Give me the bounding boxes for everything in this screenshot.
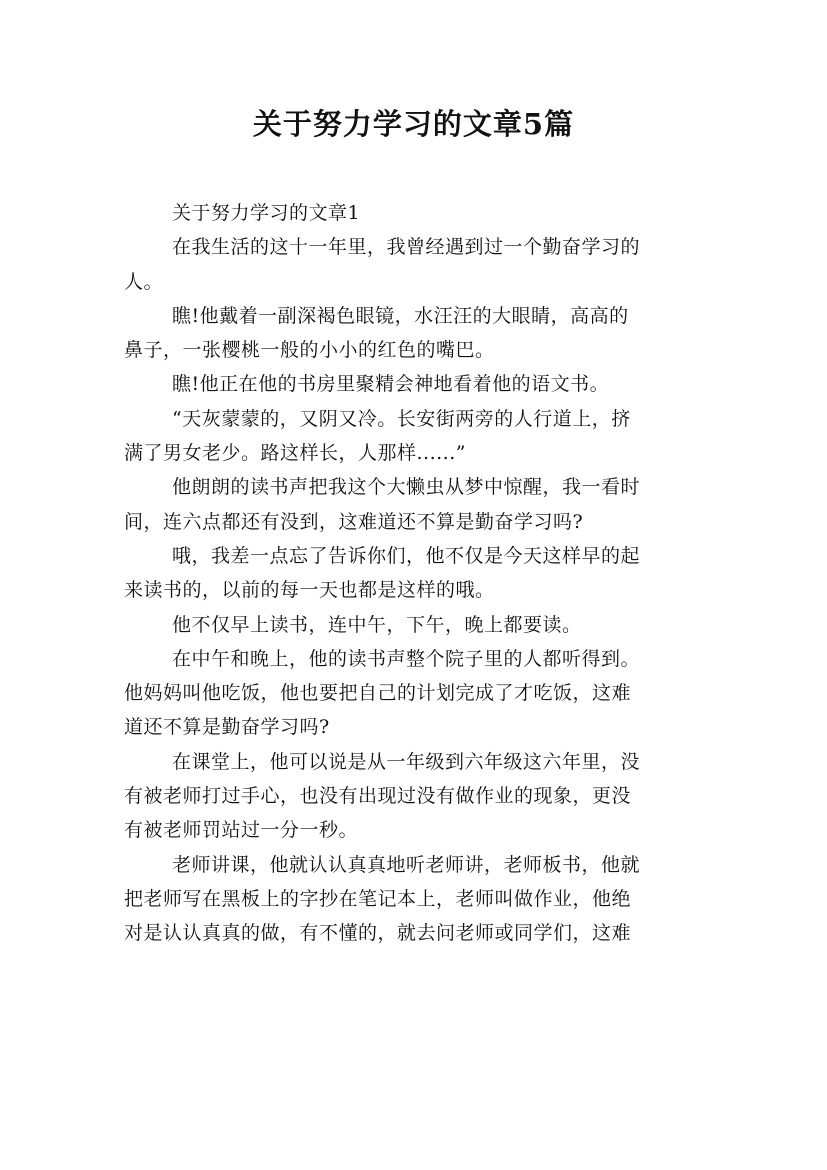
paragraph-line: 间，连六点都还有没到，这难道还不算是勤奋学习吗? xyxy=(124,510,584,533)
paragraph-line: 有被老师打过手心，也没有出现过没有做作业的现象，更没 xyxy=(124,785,632,808)
paragraph-line: 对是认认真真的做，有不懂的，就去问老师或同学们，这难 xyxy=(124,922,632,945)
paragraph-line: 老师讲课，他就认认真真地听老师讲，老师板书，他就 xyxy=(172,853,641,876)
paragraph-line: 鼻子，一张樱桃一般的小小的红色的嘴巴。 xyxy=(124,339,495,362)
document-title: 关于努力学习的文章5篇 xyxy=(252,107,575,141)
paragraph-line: 哦，我差一点忘了告诉你们，他不仅是今天这样早的起 xyxy=(172,544,641,567)
paragraph-line: 来读书的，以前的每一天也都是这样的哦。 xyxy=(124,579,495,602)
paragraph-line: 道还不算是勤奋学习吗? xyxy=(124,716,330,739)
paragraph-line: 在我生活的这十一年里，我曾经遇到过一个勤奋学习的 xyxy=(172,236,641,259)
paragraph-line: 人。 xyxy=(124,270,164,293)
paragraph-line: “天灰蒙蒙的，又阴又冷。长安街两旁的人行道上，挤 xyxy=(172,407,631,430)
paragraph-line: 他妈妈叫他吃饭，他也要把自己的计划完成了才吃饭，这难 xyxy=(124,682,632,705)
paragraph-line: 他不仅早上读书，连中午，下午，晚上都要读。 xyxy=(172,613,582,636)
paragraph-line: 把老师写在黑板上的字抄在笔记本上，老师叫做作业，他绝 xyxy=(124,887,632,910)
article-body xyxy=(124,196,714,951)
paragraph-line: 有被老师罚站过一分一秒。 xyxy=(124,819,359,842)
paragraph-line: 瞧!他戴着一副深褐色眼镜，水汪汪的大眼睛，高高的 xyxy=(172,304,629,327)
paragraph-line: 在中午和晚上，他的读书声整个院子里的人都听得到。 xyxy=(172,647,641,670)
paragraph-line: 满了男女老少。路这样长，人那样......” xyxy=(124,442,466,465)
paragraph-line: 在课堂上，他可以说是从一年级到六年级这六年里，没 xyxy=(172,750,641,773)
paragraph-line: 他朗朗的读书声把我这个大懒虫从梦中惊醒，我一看时 xyxy=(172,476,641,499)
paragraph-line: 瞧!他正在他的书房里聚精会神地看着他的语文书。 xyxy=(172,373,610,396)
section-heading: 关于努力学习的文章1 xyxy=(172,202,361,224)
